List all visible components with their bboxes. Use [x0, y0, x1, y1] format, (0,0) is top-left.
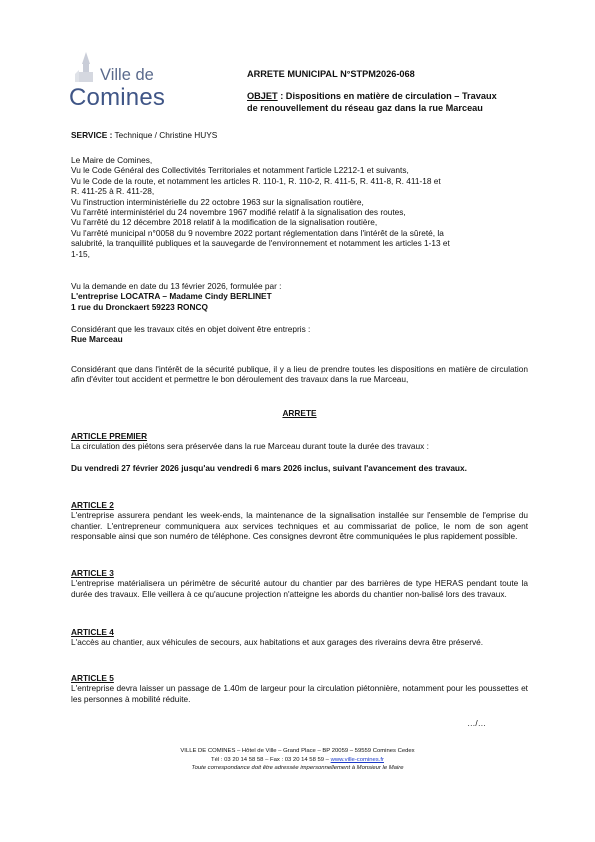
- objet-line-2: de renouvellement du réseau gaz dans la rue Marceau: [247, 103, 483, 113]
- vu-line: Vu le Code Général des Collectivités Territoriales et notamment l'article L2212-1 et suivants,: [71, 165, 409, 176]
- article-premier: [71, 431, 528, 473]
- article-text: La circulation des piétons sera préservée dans la rue Marceau durant toute la durée des travaux :: [71, 441, 429, 452]
- demande-address: 1 rue du Dronckaert 59223 RONCQ: [71, 301, 208, 312]
- footer-phone: Tél : 03 20 14 58 58 – Fax : 03 20 14 58 59 –: [211, 756, 331, 763]
- considerant-securite: Considérant que dans l'intérêt de la sécurité publique, il y a lieu de prendre toutes les dispositions en matière de circulation afin d'éviter tout accident et permettre le bon déroulement des travaux dans la rue Marceau,: [71, 364, 528, 385]
- logo-ville-text: Ville de: [100, 66, 154, 84]
- demande-block: [71, 281, 528, 312]
- demande-line: Vu la demande en date du 13 février 2026, formulée par :: [71, 281, 282, 291]
- vus-block: [71, 155, 528, 259]
- objet-text-1: : Dispositions en matière de circulation – Travaux: [277, 91, 497, 101]
- city-logo: [64, 52, 176, 114]
- article-text: L'accès au chantier, aux véhicules de secours, aux habitations et aux garages des riverains devra être préservé.: [71, 637, 484, 648]
- article-dates: Du vendredi 27 février 2026 jusqu'au vendredi 6 mars 2026 inclus, suivant l'avancement des travaux.: [71, 462, 467, 473]
- continuation-mark: …/…: [467, 718, 486, 728]
- article-heading: ARTICLE 4: [71, 627, 114, 637]
- footer-contact: [0, 756, 595, 765]
- vu-line: Vu l'arrêté du 12 décembre 2018 relatif à la modification de la signalisation routière,: [71, 217, 378, 228]
- article-heading: ARTICLE 5: [71, 673, 114, 683]
- service-value: Technique / Christine HUYS: [112, 130, 218, 140]
- footer-address: VILLE DE COMINES – Hôtel de Ville – Grand Place – BP 20059 – 59559 Comines Cedex: [180, 748, 415, 754]
- vu-line: Vu l'arrêté interministériel du 24 novembre 1967 modifié relatif à la signalisation des routes,: [71, 207, 406, 218]
- footer: [0, 747, 595, 773]
- objet-line-1: [247, 91, 497, 101]
- vu-line: R. 411-25 à R. 411-28,: [71, 186, 155, 197]
- footer-notice: Toute correspondance doit être adressée impersonnellement à Monsieur le Maire: [191, 765, 404, 771]
- logo-comines-text: Comines: [69, 84, 166, 111]
- vu-line: Vu l'arrêté municipal n°0058 du 9 novembre 2022 portant réglementation dans l'intérêt de la sûreté, la: [71, 227, 444, 238]
- service-line: [71, 130, 528, 140]
- demande-company: L'entreprise LOCATRA – Madame Cindy BERLINET: [71, 291, 272, 302]
- article-text: L'entreprise matérialisera un périmètre de sécurité autour du chantier par des barrières de type HERAS pendant toute la durée des travaux. Elle veillera à ce qu'aucune projection n'atteigne les abords du chantier non-balisé lors des travaux.: [71, 578, 528, 599]
- article-3: [71, 568, 528, 599]
- considerant-line: Considérant que les travaux cités en objet doivent être entrepris :: [71, 324, 311, 334]
- vu-line: Vu l'instruction interministérielle du 22 octobre 1963 sur la signalisation routière,: [71, 196, 364, 207]
- service-label: SERVICE :: [71, 130, 113, 140]
- website-link[interactable]: www.ville-comines.fr: [330, 756, 384, 763]
- arrete-title: ARRETE MUNICIPAL N°STPM2026-068: [247, 69, 415, 79]
- maire-line: Le Maire de Comines,: [71, 155, 153, 165]
- article-heading: ARTICLE 2: [71, 500, 114, 510]
- considerant-travaux: [71, 324, 528, 345]
- article-5: [71, 673, 528, 704]
- vu-line: salubrité, la tranquillité publiques et la sauvegarde de l'environnement et notamment les articles 1-13 et: [71, 238, 450, 249]
- vu-line: Vu le Code de la route, et notamment les articles R. 110-1, R. 110-2, R. 411-5, R. 411-8, R. 411-18 et: [71, 175, 441, 186]
- article-4: [71, 627, 528, 648]
- arrete-heading: ARRETE: [282, 408, 317, 418]
- vu-line: 1-15,: [71, 248, 90, 259]
- objet-label: OBJET: [247, 91, 278, 101]
- article-heading: ARTICLE 3: [71, 568, 114, 578]
- article-2: [71, 500, 528, 542]
- church-tower-icon: [64, 52, 104, 88]
- article-heading: ARTICLE PREMIER: [71, 431, 148, 441]
- considerant-street: Rue Marceau: [71, 334, 123, 345]
- article-text: L'entreprise devra laisser un passage de 1.40m de largeur pour la circulation piétonnière, notamment pour les poussettes et les personnes à mobilité réduite.: [71, 683, 528, 704]
- article-text: L'entreprise assurera pendant les week-ends, la maintenance de la signalisation installée sur l'ensemble de l'emprise du chantier. L'entrepreneur communiquera aux services techniques et au commissariat de police, le nom de son agent responsable ainsi que son numéro de téléphone. Ces consignes devront être communiquées le plus rapidement possible.: [71, 510, 528, 542]
